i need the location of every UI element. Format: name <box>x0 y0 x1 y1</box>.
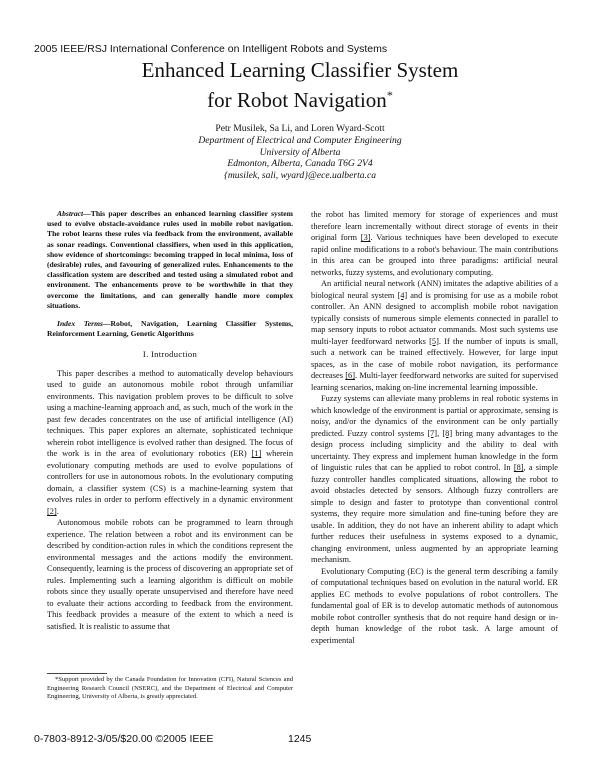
citation-2[interactable]: [2] <box>47 506 57 516</box>
abstract-label: Abstract <box>57 209 84 218</box>
footnote-text: *Support provided by the Canada Foundation for Innovation (CFI), Natural Sciences and Engineering Research Council (NSERC), and the Department of Electrical and Computer Engineering, University of Alberta, is greatly appreciated. <box>47 676 293 701</box>
paper-title <box>0 58 600 113</box>
title-line-2-text: for Robot Navigation <box>207 88 387 112</box>
citation-3[interactable]: [3] <box>360 233 371 242</box>
author-city: Edmonton, Alberta, Canada T6G 2V4 <box>227 158 373 170</box>
index-terms <box>47 319 293 339</box>
left-column <box>47 209 293 632</box>
footnote-divider <box>47 673 107 674</box>
abstract-dash: — <box>83 209 91 218</box>
author-university: University of Alberta <box>259 146 341 158</box>
right-p2-text-c: . If the number of inputs is small, such a network can be trained effectively. However, for large input spaces, as in the case of mobile robot navigation, its performance decreases <box>311 336 558 380</box>
conference-header: 2005 IEEE/RSJ International Conference on Intelligent Robots and Systems <box>34 43 388 55</box>
right-p3-text: Fuzzy systems can alleviate many problems in real robotic systems in which knowledge of the environment is partial or approximate, sensing is noisy, and/or the dynamics of the environment can be only partially predicted. Fuzzy control systems <box>311 394 558 438</box>
section-heading-introduction: I. Introduction <box>142 349 198 360</box>
intro-p1-text: This paper describes a method to automatically develop behaviours used to guide an autonomous mobile robot through unfamiliar environments. This navigation problem proves to be difficult to solve using a machine-learning approach and, as such, much of the work in the past few decades concentrates on the use of artificial intelligence (AI) techniques. This paper explores an alternate, sophisticated technique wherein robot intelligence is evolved rather than designed. The focus of the work is in the area of evolutionary robotics (ER) <box>47 368 293 459</box>
right-p2-text: An artificial neural network (ANN) imitates the adaptive abilities of a biological neural system <box>311 279 558 300</box>
index-terms-text: Robot, Navigation, Learning Classifier Systems, Reinforcement Learning, Genetic Algorithms <box>47 319 293 339</box>
citation-8[interactable]: [8] <box>442 428 453 438</box>
intro-paragraph-1 <box>47 368 293 518</box>
index-terms-label: Index Terms <box>57 319 103 329</box>
author-block <box>0 123 600 182</box>
citation-separator: , <box>437 428 440 438</box>
right-column <box>311 209 558 646</box>
right-paragraph-3 <box>311 393 558 566</box>
citation-6[interactable]: [6] <box>345 371 355 380</box>
intro-p1-text-b: wherein evolutionary computing methods are used to evolve populations of controllers for use in autonomous robots. In the evolutionary computing domain, a classifier system (CS) is a machine-learning system that evolves rules in order to perform effectively in a dynamic environment <box>47 449 293 505</box>
citation-4[interactable]: [4] <box>397 290 408 300</box>
citation-5[interactable]: [5] <box>429 336 439 346</box>
right-p3-text-c: , a simple fuzzy controller handles complicated situations, allowing the robot to avoid obstacles detected by sensors. Although fuzzy controllers are simple to design and faster to prototype than conventional control systems, they require more simulation and fine-tuning before they are usable. In addition, they do not have an inherent ability to adapt which further reduces their usefulness in systems exposed to a dynamic, changing environment, unless augmented by an appropriate learning mechanism. <box>311 463 558 564</box>
citation-1[interactable]: [1] <box>251 449 262 459</box>
isbn-copyright: 0-7803-8912-3/05/$20.00 ©2005 IEEE <box>34 733 214 745</box>
right-p1-text: the robot has limited memory for storage of experiences and must therefore learn incrementally without direct storage of events in their original form <box>311 210 558 242</box>
author-names: Petr Musilek, Sa Li, and Loren Wyard-Scott <box>215 123 385 134</box>
title-line-2 <box>0 83 600 113</box>
author-department: Department of Electrical and Computer Engineering <box>198 134 402 146</box>
right-p2-text-d: . Multi-layer feedforward networks are suited for supervised learning scenarios, making on-line incremental learning impossible. <box>311 371 558 392</box>
page-number: 1245 <box>288 733 312 745</box>
title-line-1: Enhanced Learning Classifier System <box>141 58 459 82</box>
right-paragraph-1 <box>311 209 558 278</box>
right-p3-text-b: bring many advantages to the design process including simplicity and the ability to deal with uncertainty. They express and implement human knowledge in the form of linguistic rules that can be applied to robot control. In <box>311 428 558 472</box>
citation-7[interactable]: [7] <box>427 428 438 438</box>
right-p2-text-b: and is promising for use as a mobile robot controller. An ANN designed to accomplish mobile robot navigation typically consists of numerous simple elements connected in parallel to map sensory inputs to robot actuator commands. Most such systems use multi-layer feedforward networks <box>311 290 558 346</box>
intro-paragraph-2: Autonomous mobile robots can be programmed to learn through experience. The relation between a robot and its environment can be described by condition-action rules in which the conditions represent the environmental messages and the actions modify the environment. Consequently, learning is the process of discovering an appropriate set of rules. Implementing such a learning algorithm is difficult on mobile robots since they usually operate unsupervised and therefore have need to evaluate their actions according to feedback from the environment. This feedback provides a measure of the extent to which a need is satisfied. It is realistic to assume that <box>47 518 293 631</box>
citation-8-repeat[interactable]: [8] <box>513 463 524 472</box>
right-paragraph-4: Evolutionary Computing (EC) is the general term describing a family of computational techniques based on evolution in the natural world. ER applies EC methods to evolve populations of robot controllers. The fundamental goal of ER is to develop automatic methods of autonomous mobile robot controller synthesis that do not require hand design or in-depth human knowledge of the robot task. A large amount of experimental <box>311 566 558 645</box>
index-terms-dash: — <box>102 319 111 329</box>
footnote <box>47 676 293 702</box>
author-email: {musilek, sali, wyard}@ece.ualberta.ca <box>223 170 377 182</box>
abstract <box>47 209 293 311</box>
intro-p1-end: . <box>56 506 59 516</box>
right-p1-text-b: . Various techniques have been developed to execute rapid online modifications to a robot's behaviour. The main contributions in this area can be grouped into three paradigms: artificial neural networks, fuzzy systems, and evolutionary computing. <box>311 233 559 277</box>
abstract-text: This paper describes an enhanced learning classifier system used to evolve obstacle-avoidance rules used in mobile robot navigation. The robot learns these rules via feedback from the environment, available as sonar readings. Conventional classifiers, when used in this application, show evidence of shortcomings: becoming trapped in local minima, loss of (desirable) rules, and favouring of generalized rules. Enhancements to the classification system are described and tested using a simulated robot and environment. The enhancements prove to be worthwhile in that they overcome the limitations, and can generally handle more complex situations. <box>47 209 293 310</box>
right-paragraph-2 <box>311 278 558 393</box>
title-footnote-marker: * <box>386 88 393 102</box>
